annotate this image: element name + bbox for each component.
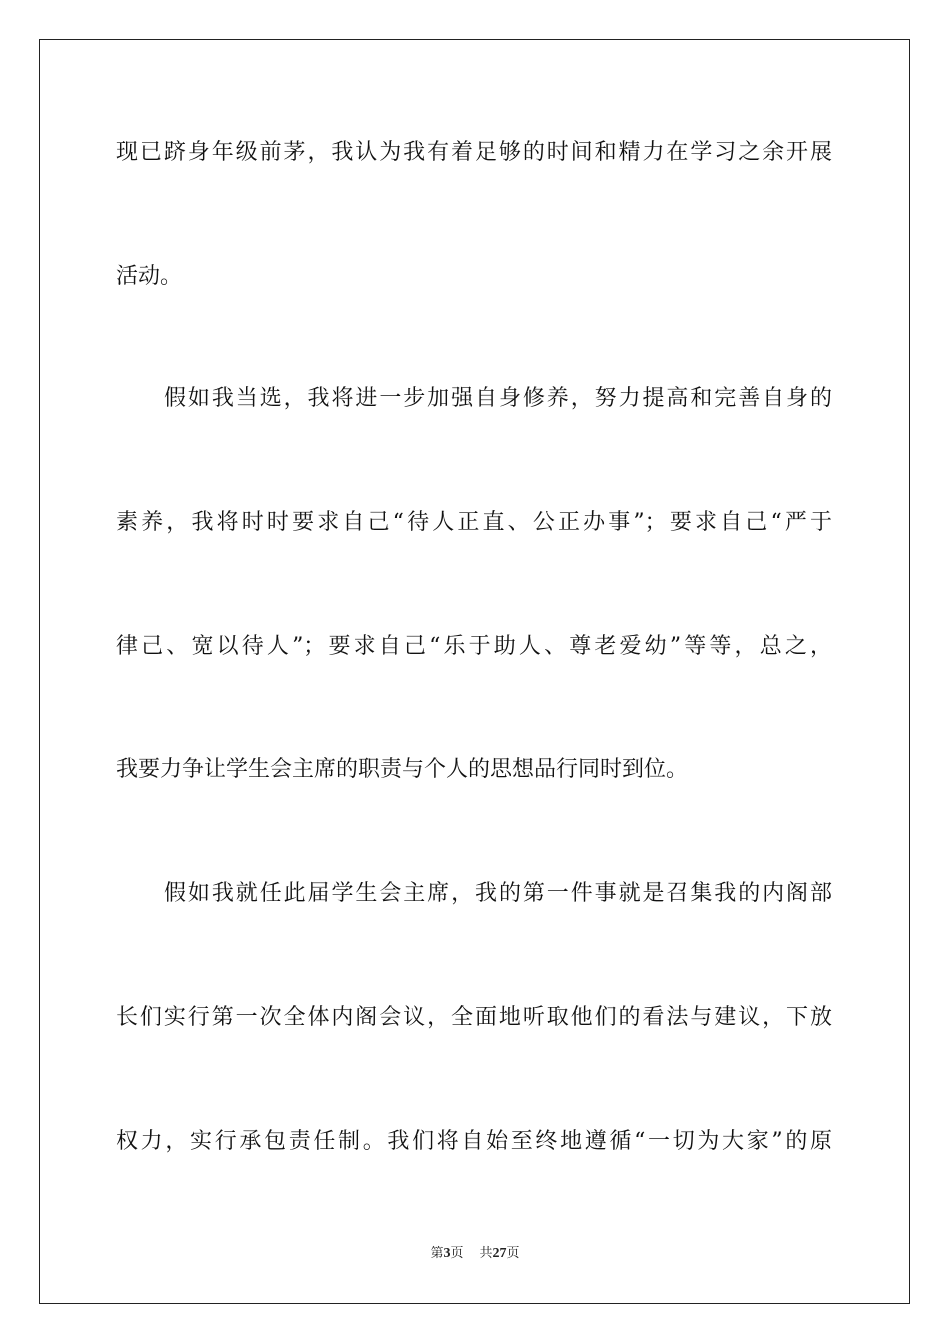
- text-line-8: 长们实行第一次全体内阁会议，全面地听取他们的看法与建议，下放: [116, 1005, 832, 1030]
- text-line-3: 假如我当选，我将进一步加强自身修养，努力提高和完善自身的: [164, 386, 832, 411]
- page-border: [39, 39, 910, 1304]
- page-suffix: 页: [450, 1246, 464, 1261]
- text-line-2: 活动。: [116, 264, 183, 289]
- page-footer: [0, 1244, 950, 1264]
- page-prefix: 第: [430, 1246, 444, 1261]
- total-suffix: 页: [506, 1246, 520, 1261]
- total-pages: 27: [492, 1246, 507, 1261]
- total-prefix: 共: [479, 1246, 493, 1261]
- text-line-1: 现已跻身年级前茅，我认为我有着足够的时间和精力在学习之余开展: [116, 140, 832, 165]
- text-line-7: 假如我就任此届学生会主席，我的第一件事就是召集我的内阁部: [164, 881, 832, 906]
- text-line-5: 律己、宽以待人”；要求自己“乐于助人、尊老爱幼”等等，总之，: [116, 634, 832, 659]
- text-line-6: 我要力争让学生会主席的职责与个人的思想品行同时到位。: [116, 757, 689, 782]
- text-line-9: 权力，实行承包责任制。我们将自始至终地遵循“一切为大家”的原: [116, 1129, 832, 1154]
- text-line-4: 素养，我将时时要求自己“待人正直、公正办事”；要求自己“严于: [116, 510, 832, 535]
- page-number: 3: [443, 1246, 451, 1261]
